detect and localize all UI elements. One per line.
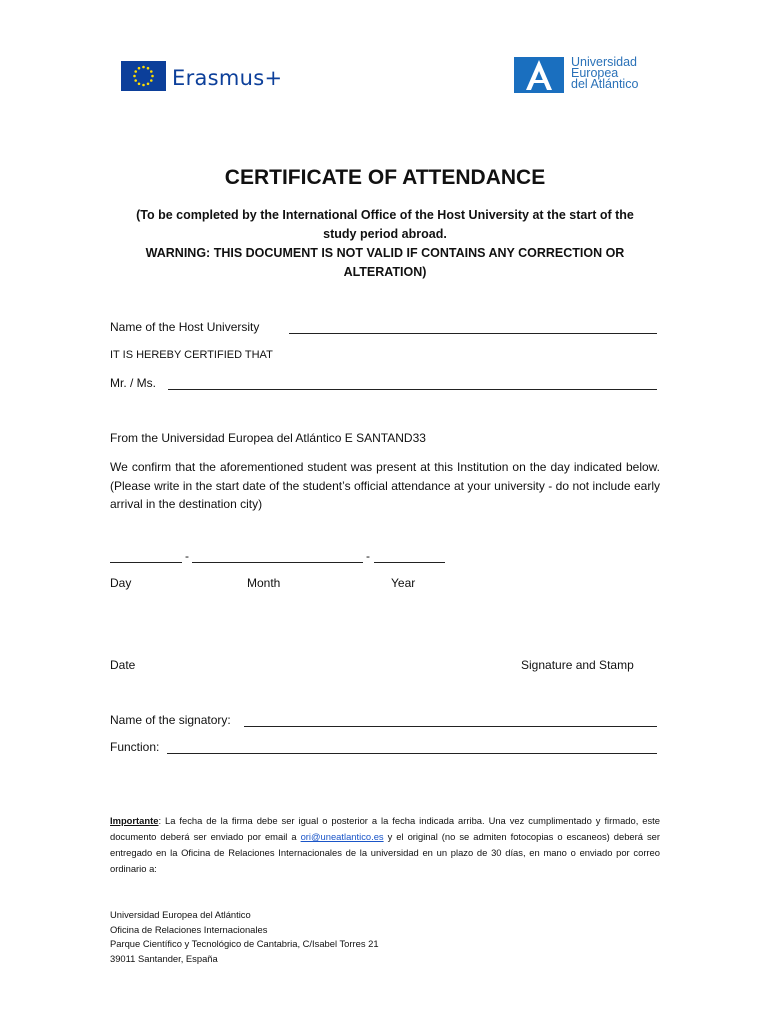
university-name-line: Universidad bbox=[571, 55, 638, 69]
date-separator: - bbox=[366, 549, 370, 563]
day-field[interactable] bbox=[110, 562, 182, 563]
function-label: Function: bbox=[110, 740, 160, 754]
confirm-paragraph: We confirm that the aforementioned student was present at this Institution on the day indicated below. (Please write in the start date of the student’s official attendance at your university - do not include early arrival in the destination city) bbox=[110, 460, 660, 511]
university-logo-text bbox=[571, 57, 638, 90]
university-logo-icon bbox=[514, 57, 564, 93]
address-line: Universidad Europea del Atlántico bbox=[110, 909, 251, 920]
document-title: CERTIFICATE OF ATTENDANCE bbox=[224, 166, 546, 189]
importante-note bbox=[110, 813, 660, 877]
university-name-line: del Atlántico bbox=[571, 77, 639, 91]
function-field[interactable] bbox=[167, 753, 657, 754]
address-line: Oficina de Relaciones Internacionales bbox=[110, 923, 268, 935]
date-label: Date bbox=[110, 658, 136, 672]
university-name-line: Europea bbox=[571, 66, 619, 80]
student-name-field[interactable] bbox=[168, 389, 657, 390]
eu-flag-icon bbox=[121, 61, 166, 91]
month-field[interactable] bbox=[192, 562, 363, 563]
host-university-label: Name of the Host University bbox=[110, 320, 260, 334]
day-label: Day bbox=[110, 576, 132, 590]
subtitle-line: study period abroad. bbox=[323, 227, 447, 241]
document-subtitle bbox=[100, 206, 670, 282]
signatory-field[interactable] bbox=[244, 726, 657, 727]
month-label: Month bbox=[247, 576, 281, 590]
mailing-address bbox=[110, 908, 379, 966]
warning-line: WARNING: THIS DOCUMENT IS NOT VALID IF CONTAINS ANY CORRECTION OR bbox=[145, 246, 625, 260]
email-link[interactable]: ori@uneatlantico.es bbox=[300, 831, 384, 842]
date-separator: - bbox=[185, 549, 189, 563]
year-field[interactable] bbox=[374, 562, 445, 563]
importante-heading: Importante bbox=[110, 815, 159, 826]
address-line: 39011 Santander, España bbox=[110, 952, 218, 964]
note-text: y el original (no se admiten fotocopias o escaneos) deberá ser entregado en la Oficina de Relaciones Internacionales de la universidad en un plazo de 30 días, en mano o enviado por correo ordinario a: bbox=[110, 831, 661, 874]
note-text: : La fecha de la firma debe ser igual o posterior a la fecha indicada arriba. Una vez cumplimentado y firmado, este documento deberá ser enviado por email a bbox=[110, 815, 660, 842]
from-text: From the Universidad Europea del Atlántico E SANTAND33 bbox=[110, 431, 426, 445]
erasmus-logo-text: Erasmus+ bbox=[172, 66, 283, 90]
signature-stamp-label: Signature and Stamp bbox=[521, 658, 634, 672]
certified-text: IT IS HEREBY CERTIFIED THAT bbox=[110, 349, 273, 361]
address-line: Parque Científico y Tecnológico de Cantabria, C/Isabel Torres 21 bbox=[110, 938, 379, 949]
student-name-label: Mr. / Ms. bbox=[110, 376, 156, 390]
warning-line: ALTERATION) bbox=[343, 265, 427, 279]
year-label: Year bbox=[391, 576, 416, 590]
subtitle-line: (To be completed by the International Office of the Host University at the start of the bbox=[136, 208, 634, 222]
signatory-label: Name of the signatory: bbox=[110, 713, 231, 727]
host-university-field[interactable] bbox=[289, 333, 657, 334]
